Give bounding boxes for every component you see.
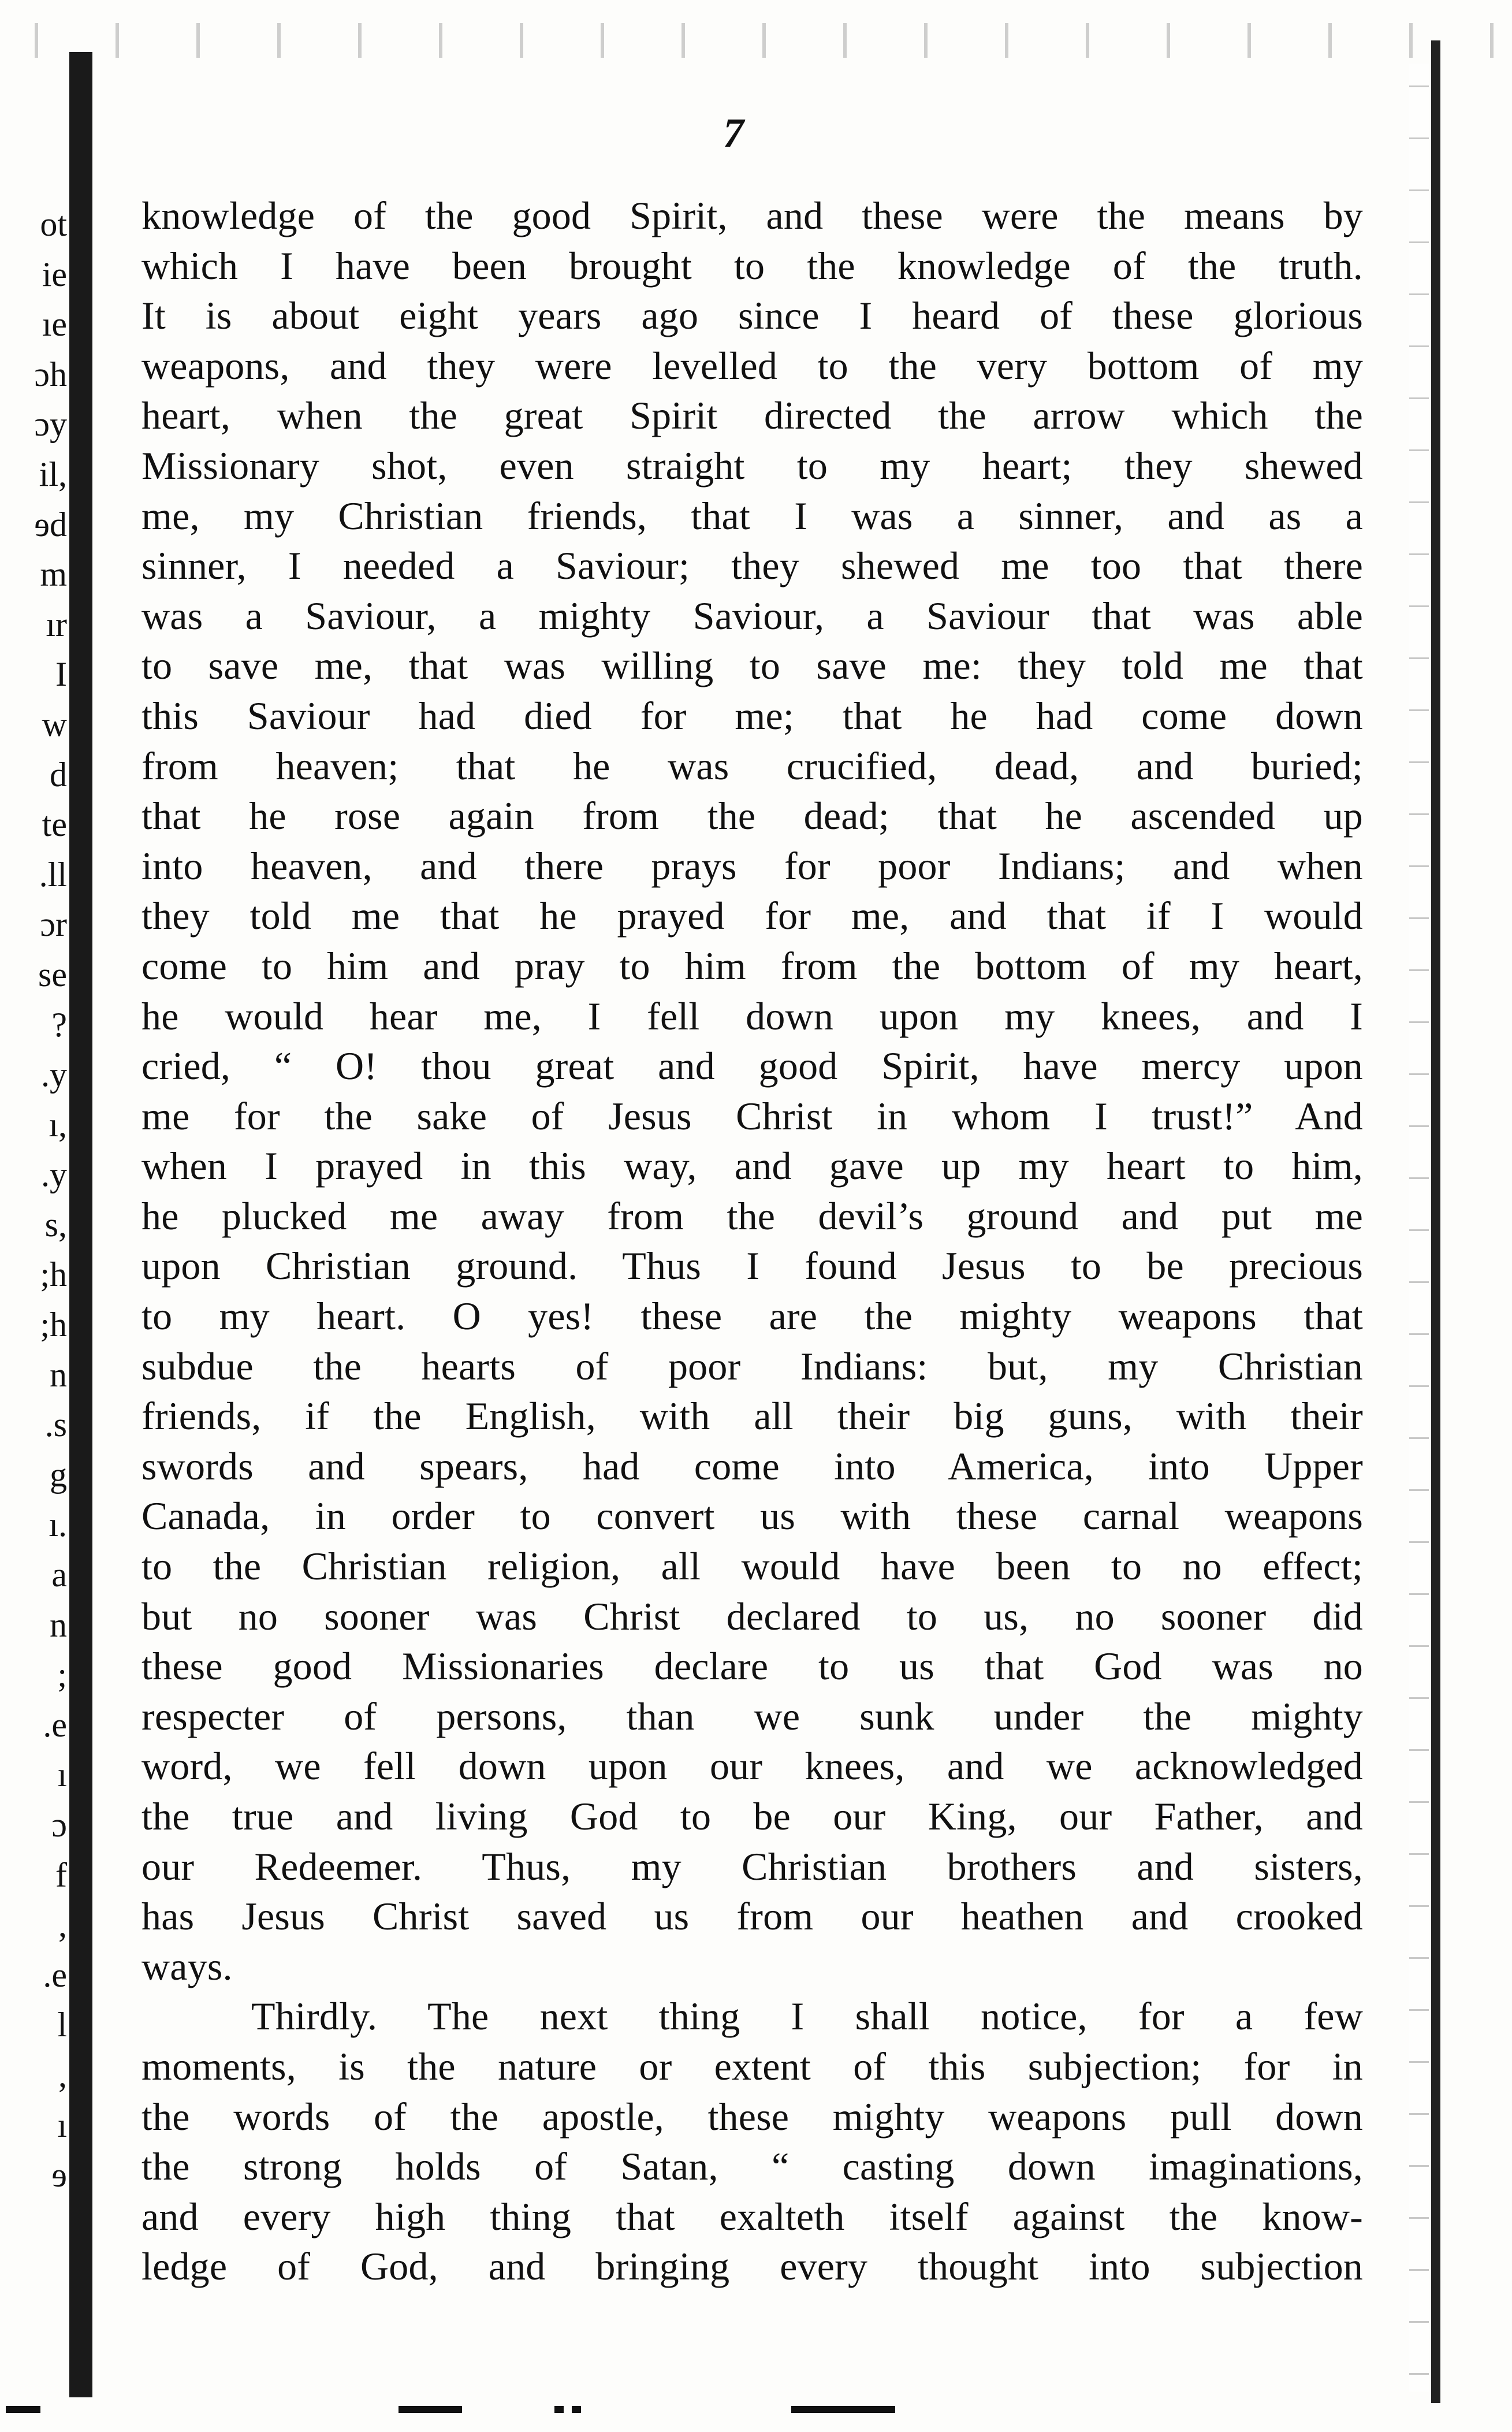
scan-right-speckle [1409,64,1429,2392]
margin-fragment: f [55,1855,67,1894]
text-line: sinner, I needed a Saviour; they shewed me too that there [141,544,1363,588]
margin-fragment: ı, [49,1105,67,1144]
margin-fragment: ır [46,605,67,644]
text-line: Missionary shot, even straight to my heart; they shewed [141,443,1363,488]
margin-fragment: ? [51,1005,67,1044]
margin-fragment: te [42,805,67,844]
text-line: cried, “ O! thou great and good Spirit, have mercy upon [141,1044,1363,1088]
text-line: me, my Christian friends, that I was a sinner, and as a [141,493,1363,538]
text-line: was a Saviour, a mighty Saviour, a Saviour that was able [141,593,1363,638]
bottom-mark [572,2406,581,2413]
margin-fragment: ı [57,1756,67,1794]
margin-fragment: ı [57,2106,67,2144]
margin-fragment: ɔh [34,355,67,393]
text-line: the strong holds of Satan, “ casting down imaginations, [141,2144,1363,2189]
text-line: and every high thing that exalteth itself against the know- [141,2194,1363,2238]
margin-fragment: ɔr [40,905,67,944]
margin-fragment: ɘd [34,505,67,544]
margin-fragment: ; [57,1656,67,1694]
bottom-mark [554,2406,564,2413]
text-line: upon Christian ground. Thus I found Jesus to be precious [141,1244,1363,1288]
bottom-mark [399,2406,462,2413]
margin-fragment: .s [44,1405,67,1444]
text-line: ledge of God, and bringing every thought into subjection [141,2244,1363,2289]
text-line: which I have been brought to the knowledge of the truth. [141,243,1363,288]
text-line: weapons, and they were levelled to the very bottom of my [141,343,1363,388]
margin-fragment: n [50,1355,67,1394]
margin-fragment: ;h [40,1306,67,1344]
text-line: that he rose again from the dead; that he ascended up [141,794,1363,838]
text-line: It is about eight years ago since I heard of these glorious [141,293,1363,338]
margin-fragment: il, [39,455,67,493]
text-line: me for the sake of Jesus Christ in whom I trust!” And [141,1094,1363,1138]
margin-fragment: ;h [40,1255,67,1294]
margin-fragment: ɘ [51,2156,67,2195]
margin-fragment: se [38,955,67,994]
text-line: has Jesus Christ saved us from our heathen and crooked [141,1894,1363,1939]
page-right-edge [1431,40,1440,2403]
text-line: the words of the apostle, these mighty weapons pull down [141,2094,1363,2139]
margin-fragment: .y [41,1155,67,1194]
text-line: respecter of persons, than we sunk under the mighty [141,1694,1363,1738]
scan-top-noise [0,23,1512,58]
margin-fragment: , [58,1906,67,1944]
facing-page-fragments [3,199,67,2200]
text-line: these good Missionaries declare to us that God was no [141,1644,1363,1689]
text-line: to my heart. O yes! these are the mighty weapons that [141,1294,1363,1338]
text-line: ways. [141,1944,233,1988]
text-line: this Saviour had died for me; that he had come down [141,693,1363,738]
text-line: but no sooner was Christ declared to us, no sooner did [141,1594,1363,1638]
margin-fragment: .e [43,1705,67,1744]
bottom-mark [6,2406,40,2413]
margin-fragment: .y [41,1055,67,1094]
margin-fragment: ɔ [51,1806,67,1844]
text-line: from heaven; that he was crucified, dead, and buried; [141,743,1363,788]
margin-fragment: w [42,705,67,743]
margin-fragment: l [57,2006,67,2044]
margin-fragment: m [40,555,67,594]
text-line: to save me, that was willing to save me: they told me that [141,644,1363,688]
text-line: subdue the hearts of poor Indians: but, my Christian [141,1344,1363,1388]
text-line: word, we fell down upon our knees, and we acknowledged [141,1744,1363,1788]
text-line: he would hear me, I fell down upon my knees, and I [141,994,1363,1038]
margin-fragment: , [58,2055,67,2094]
margin-fragment: .e [43,1955,67,1994]
text-line: he plucked me away from the devil’s ground and put me [141,1193,1363,1238]
text-line: knowledge of the good Spirit, and these were the means by [141,194,1363,237]
margin-fragment: g [50,1455,67,1494]
margin-fragment: n [50,1605,67,1644]
margin-fragment: ɔy [34,405,67,444]
text-line: into heaven, and there prays for poor Indians; and when [141,843,1363,888]
text-line: when I prayed in this way, and gave up my heart to him, [141,1144,1363,1188]
margin-fragment: s, [44,1205,67,1244]
text-line: the true and living God to be our King, our Father, and [141,1794,1363,1838]
margin-fragment: a [51,1556,67,1594]
text-line: friends, if the English, with all their big guns, with their [141,1394,1363,1438]
text-line: Canada, in order to convert us with these carnal weapons [141,1494,1363,1538]
margin-fragment: ie [42,255,67,293]
body-text [141,191,1363,2292]
text-line: moments, is the nature or extent of this subjection; for in [141,2044,1363,2088]
binding-shadow [69,52,92,2397]
text-line: come to him and pray to him from the bottom of my heart, [141,943,1363,988]
margin-fragment: d [50,755,67,794]
margin-fragment: ı. [49,1505,67,1544]
text-line: they told me that he prayed for me, and that if I would [141,894,1363,938]
text-line: our Redeemer. Thus, my Christian brothers and sisters, [141,1844,1363,1888]
page-number: 7 [723,110,744,156]
scan-bottom-marks [0,2406,1512,2423]
text-line: swords and spears, had come into America, into Upper [141,1444,1363,1488]
bottom-mark [791,2406,895,2413]
margin-fragment: .ll [39,855,67,894]
margin-fragment: I [55,655,67,694]
text-line: heart, when the great Spirit directed the arrow which the [141,393,1363,438]
text-line: Thirdly. The next thing I shall notice, for a few [251,1994,1363,2039]
margin-fragment: ıe [42,305,67,344]
text-line: to the Christian religion, all would have been to no effect; [141,1544,1363,1589]
margin-fragment: ot [40,205,67,243]
